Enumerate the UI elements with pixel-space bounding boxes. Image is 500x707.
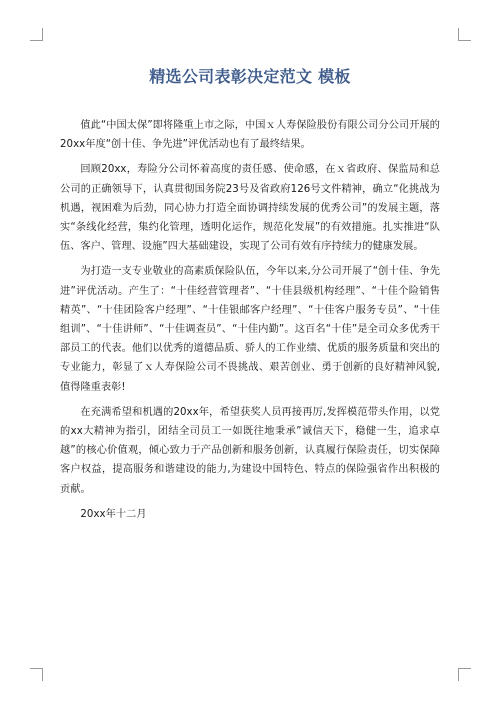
crop-mark-top-left	[30, 28, 43, 41]
paragraph-review: 回顾20xx，寿险分公司怀着高度的责任感、使命感，在ｘ省政府、保监局和总公司的正确领导下，认真贯彻国务院23号及省政府126号文件精神，确立“化挑战为机遇，视困难为后劲，同心协力打造全面协调持续发展的优秀公司”的发展主题，落实“条线化经营，集约化管理，透明化运作，规范化发展”的有效措施。扎实推进“队伍、客户、管理、设施”四大基础建设，实现了公司有效有序持续力的健康发展。	[60, 164, 440, 253]
paragraph-awards: 为打造一支专业敬业的高素质保险队伍，今年以来,分公司开展了“创十佳、争先进”评优活动。产生了：“十佳经营管理者”、“十佳县级机构经理”、“十佳个险销售精英”、“十佳团险客户经理”、“十佳银邮客户经理”、“十佳客户服务专员”、“十佳组训”、“十佳讲师”、“十佳调查员”、“十佳内勤”。这百名“十佳”是全司众多优秀干部员工的代表。他们以优秀的道德品质、骄人的工作业绩、优质的服务质量和突出的专业能力，彰显了ｘ人寿保险公司不畏挑战、艰苦创业、勇于创新的良好精神风貌,值得隆重表彰!	[60, 266, 440, 393]
crop-mark-bottom-left	[30, 668, 43, 681]
crop-mark-top-right	[458, 28, 471, 41]
crop-mark-bottom-right	[458, 668, 471, 681]
document-body	[60, 116, 440, 530]
paragraph-intro: 值此“中国太保”即将隆重上市之际，中国ｘ人寿保险股份有限公司分公司开展的20xx年度“创十佳、争先进”评优活动也有了最终结果。	[60, 120, 440, 151]
paragraph-outlook: 在充满希望和机遇的20xx年，希望获奖人员再接再厉,发挥模范带头作用，以党的xx大精神为指引，团结全司员工一如既往地秉承”诚信天下，稳健一生，追求卓越”的核心价值观，倾心致力于产品创新和服务创新，认真履行保险责任，切实保障客户权益，提高服务和谐建设的能力,为建设中国特色、特点的保险强省作出积极的贡献。	[60, 406, 440, 495]
document-date: 20xx年十二月	[80, 508, 147, 520]
document-title: 精选公司表彰决定范文 模板	[149, 67, 351, 86]
